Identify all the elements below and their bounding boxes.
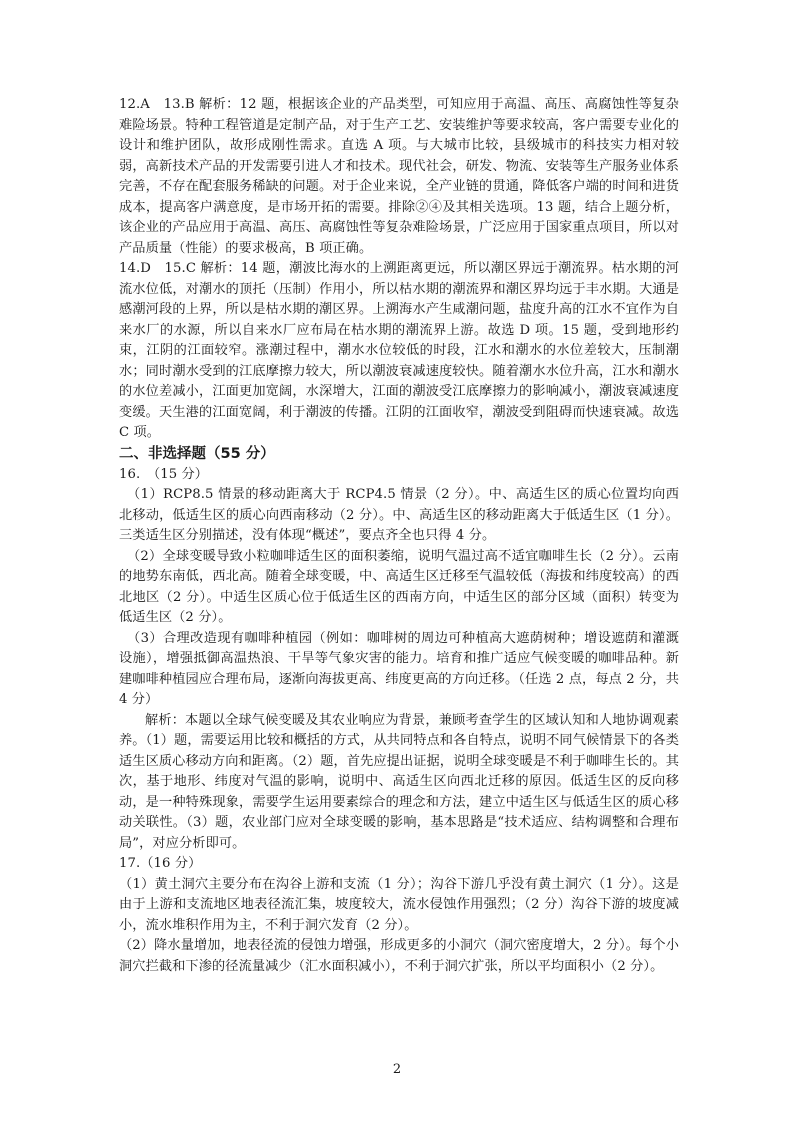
section-heading: 二、非选择题（55 分）	[119, 445, 275, 462]
q16-part2: （2）全球变暖导致小粒咖啡适生区的面积萎缩，说明气温过高不适宜咖啡生长（2 分）。云南的地势东南低，西北高。随着全球变暖，中、高适生区迁移至气温较低（海拔和纬度较高）的西北地区（2 分）。中适生区质心位于低适生区的西南方向，中适生区的部分区域（面积）转变为低适生区（2 分）。	[119, 548, 679, 625]
q17-part2: （2）降水量增加，地表径流的侵蚀力增强，形成更多的小洞穴（洞穴密度增大，2 分）。每个小洞穴拦截和下渗的径流量减少（汇水面积减小），不利于洞穴扩张，所以平均面积小（2 分）。	[119, 938, 679, 974]
page-number: 2	[392, 1062, 402, 1077]
answer-q12-13: 12.A 13.B 解析：12 题，根据该企业的产品类型，可知应用于高温、高压、高腐蚀性等复杂难险场景。特种工程管道是定制产品，对于生产工艺、安装维护等要求较高，客户需要专业化的设计和维护团队，故形成刚性需求。直选 A 项。与大城市比较，县级城市的科技实力相对较弱，高新技术产品的开发需要引进人才和技术。现代社会，研发、物流、安装等生产服务业体系完善，不存在配套服务稀缺的问题。对于企业来说，全产业链的贯通，降低客户端的时间和进货成本，提高客户满意度，是市场开拓的需要。排除②④及其相关选项。13 题，结合上题分析，该企业的产品应用于高温、高压、高腐蚀性等复杂难险场景，广泛应用于国家重点项目，所以对产品质量（性能）的要求极高，B 项正确。	[119, 97, 679, 256]
q17-title: 17.（16 分）	[119, 856, 202, 871]
q17-part1: （1）黄土洞穴主要分布在沟谷上游和支流（1 分）；沟谷下游几乎没有黄土洞穴（1 分）。这是由于上游和支流地区地表径流汇集，坡度较大，流水侵蚀作用强烈；（2 分）沟谷下游的坡度减小，流水堆积作用为主，不利于洞穴发育（2 分）。	[119, 876, 679, 933]
answer-q14-15: 14.D 15.C 解析：14 题，潮波比海水的上溯距离更远，所以潮区界远于潮流界。枯水期的河流水位低，对潮水的顶托（压制）作用小，所以枯水期的潮流界和潮区界均远于丰水期。大通是感潮河段的上界，所以是枯水期的潮区界。上溯海水产生咸潮问题，盐度升高的江水不宜作为自来水厂的水源，所以自来水厂应布局在枯水期的潮流界上游。故选 D 项。15 题，受到地形约束，江阴的江面较窄。涨潮过程中，潮水水位较低的时段，江水和潮水的水位差较大，压制潮水；同时潮水受到的江底摩擦力较大，所以潮波衰减速度较快。随着潮水水位升高，江水和潮水的水位差减小，江面更加宽阔，水深增大，江面的潮波受江底摩擦力的影响减小，潮波衰减速度变缓。天生港的江面宽阔，利于潮波的传播。江阴的江面收窄，潮波受到阻碍而快速衰减。故选 C 项。	[119, 261, 679, 440]
q16-analysis: 解析：本题以全球气候变暖及其农业响应为背景，兼顾考查学生的区域认知和人地协调观素养。（1）题，需要运用比较和概括的方式，从共同特点和各自特点，说明不同气候情景下的各类适生区质心移动方向和距离。（2）题，首先应提出证据，说明全球变暖是不利于咖啡生长的。其次，基于地形、纬度对气温的影响，说明中、高适生区向西北迁移的原因。低适生区的反向移动，是一种特殊现象，需要学生运用要素综合的理念和方法，建立中适生区与低适生区的质心移动关联性。（3）题，农业部门应对全球变暖的影响，基本思路是“技术适应、结构调整和合理布局”，对应分析即可。	[119, 712, 679, 851]
page-content	[119, 95, 679, 977]
q16-title: 16. （15 分）	[119, 466, 209, 482]
q16-part3: （3）合理改造现有咖啡种植园（例如：咖啡树的周边可种植高大遮荫树种；增设遮荫和灌溉设施），增强抵御高温热浪、干旱等气象灾害的能力。培育和推广适应气候变暖的咖啡品种。新建咖啡种植园应合理布局，逐渐向海拔更高、纬度更高的方向迁移。（任选 2 点，每点 2 分，共 4 分）	[119, 630, 679, 707]
q16-part1: （1）RCP8.5 情景的移动距离大于 RCP4.5 情景（2 分）。中、高适生区的质心位置均向西北移动，低适生区的质心向西南移动（2 分）。中、高适生区的移动距离大于低适生区（1 分）。三类适生区分别描述，没有体现“概述”，要点齐全也只得 4 分。	[119, 487, 679, 543]
